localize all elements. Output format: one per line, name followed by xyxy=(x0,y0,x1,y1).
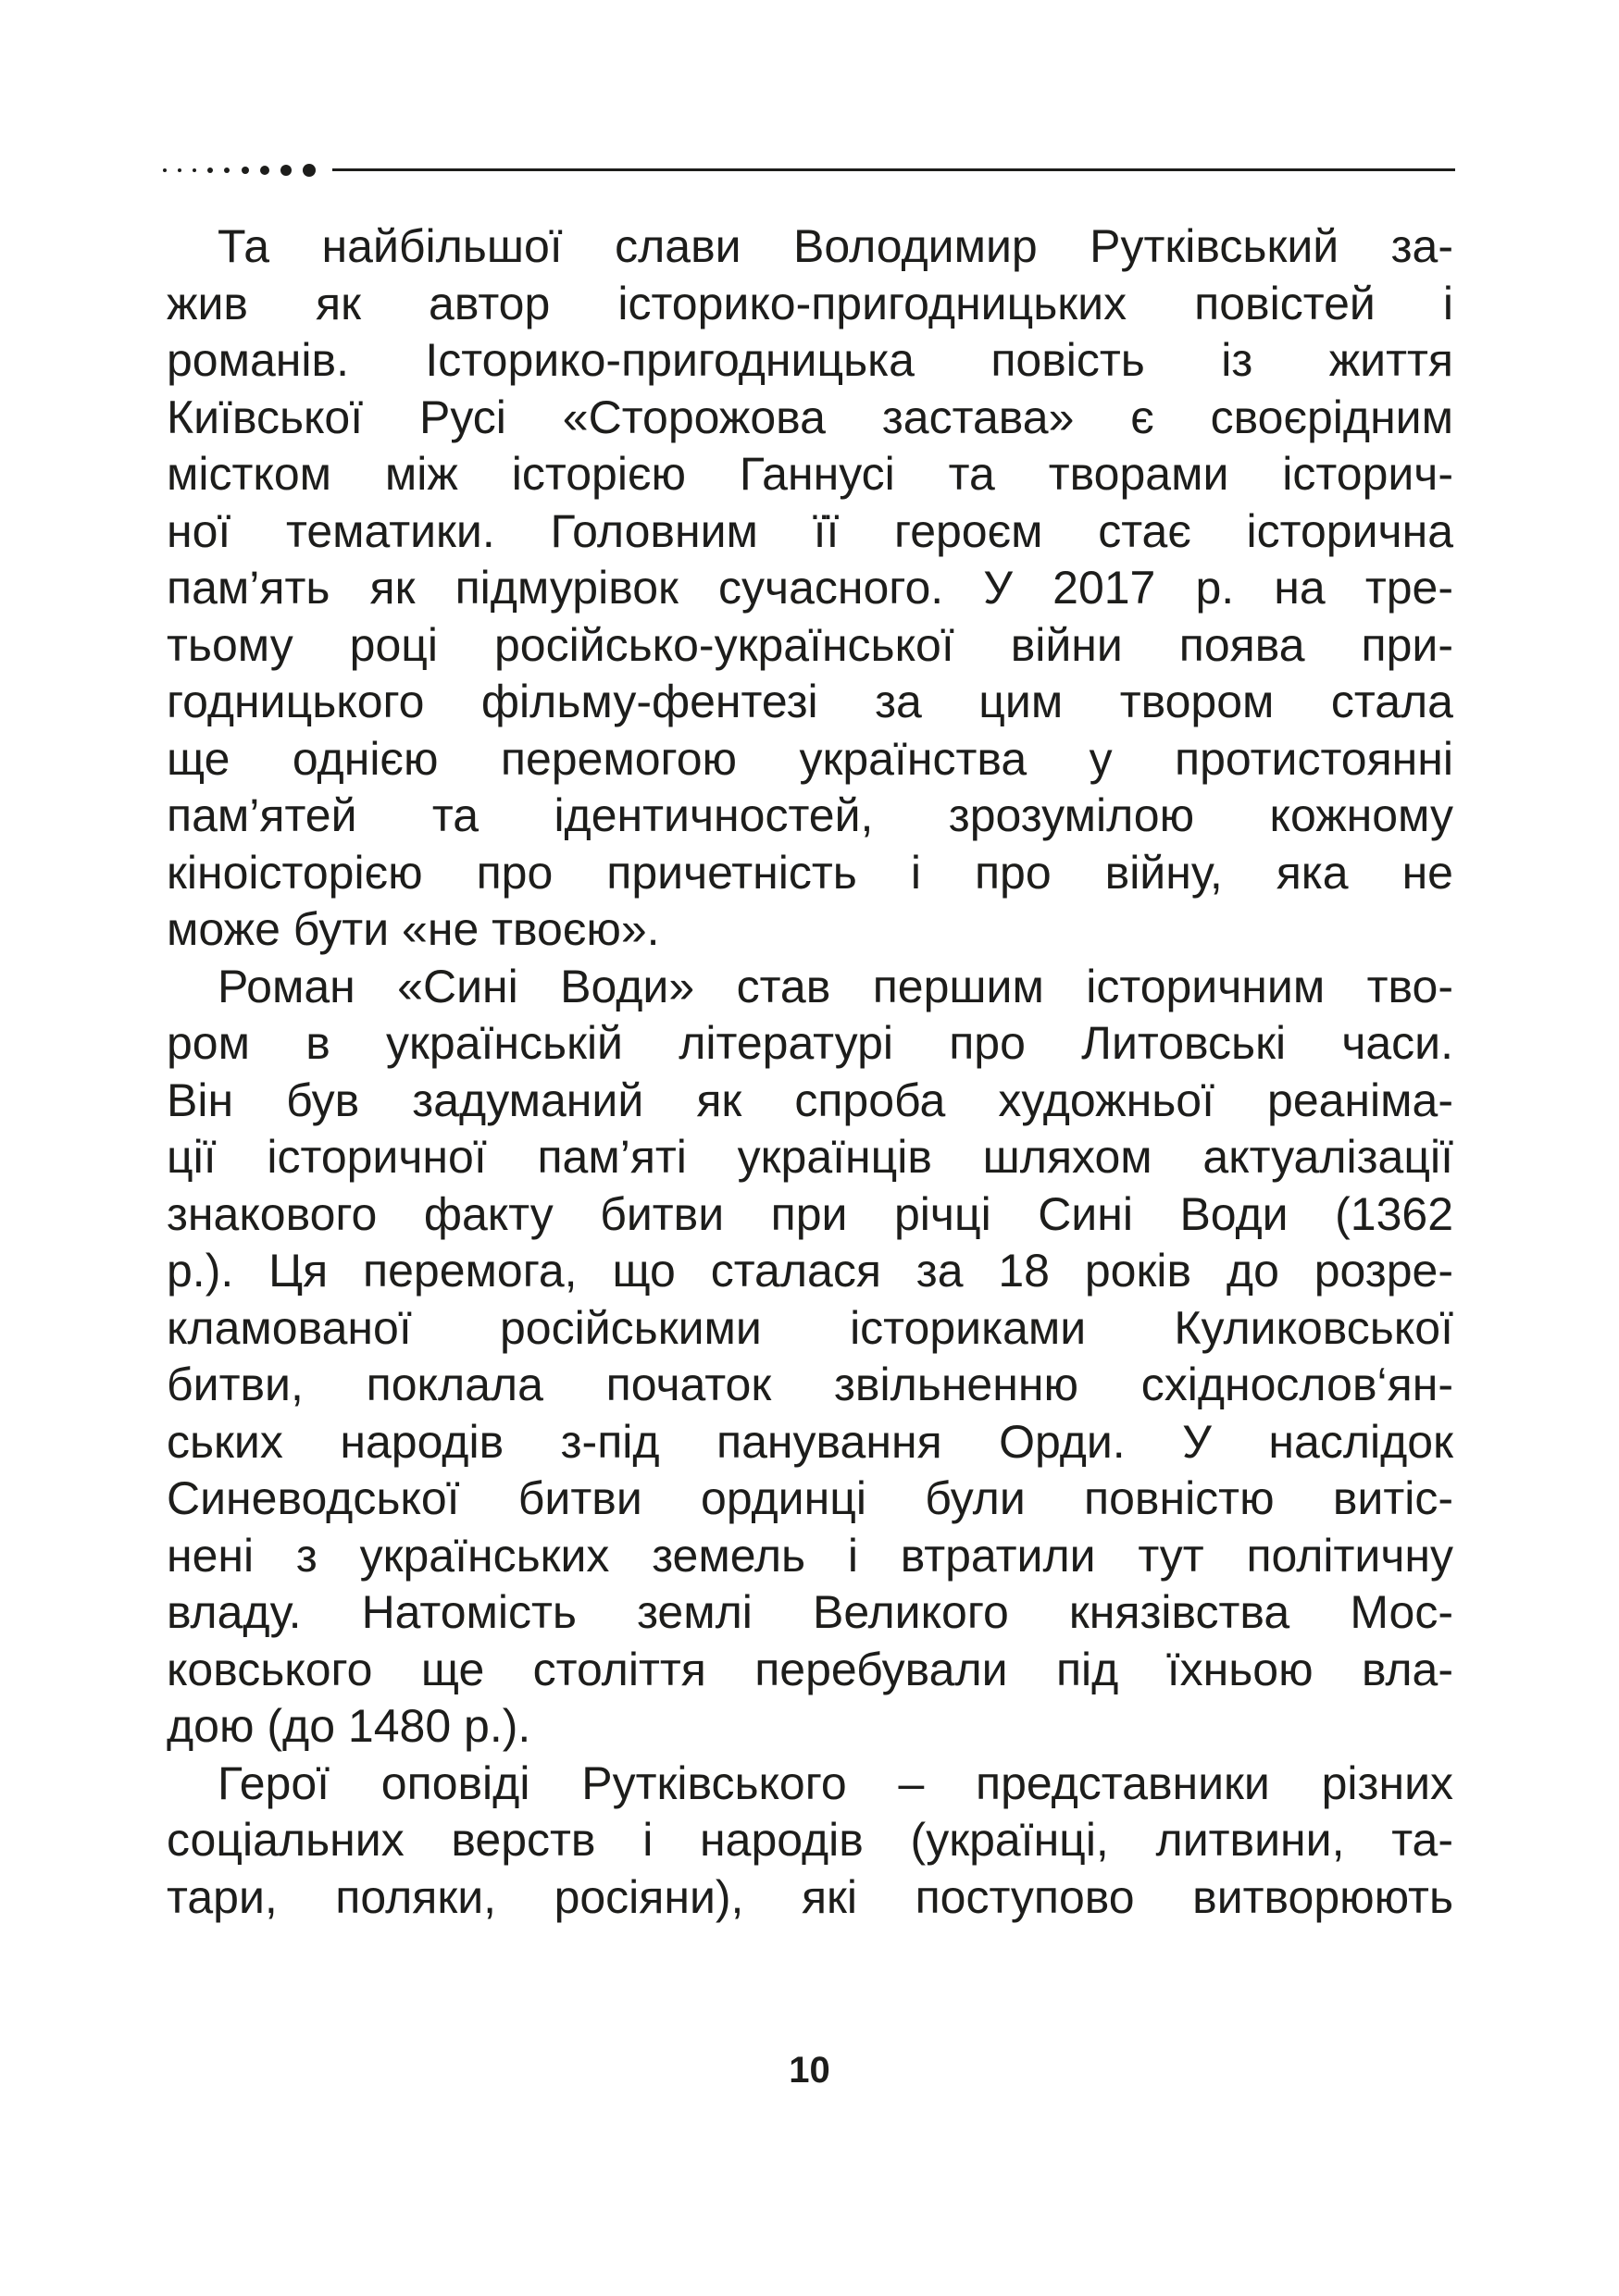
text-line: пам’ять як підмурівок сучасного. У 2017 р. на тре- xyxy=(167,562,1453,614)
text-line: Та найбільшої слави Володимир Рутківський за- xyxy=(218,220,1453,272)
text-line: Київської Русі «Сторожова застава» є своєрідним xyxy=(167,391,1453,443)
header-rule xyxy=(332,168,1455,171)
text-line: жив як автор історико-пригодницьких повістей і xyxy=(167,277,1453,329)
page-number: 10 xyxy=(789,2050,830,2091)
text-line: ковського ще століття перебували під їхньою вла- xyxy=(167,1643,1453,1695)
text-line: ських народів з-під панування Орди. У наслідок xyxy=(167,1415,1453,1468)
text-line: нені з українських земель і втратили тут політичну xyxy=(167,1529,1453,1582)
text-line: битви, поклала початок звільненню східнослов‘ян- xyxy=(167,1359,1453,1410)
paragraph xyxy=(167,218,1453,959)
paragraph xyxy=(167,959,1453,1756)
text-line: ції історичної пам’яті українців шляхом актуалізації xyxy=(167,1131,1453,1183)
text-line: р.). Ця перемога, що сталася за 18 років до розре- xyxy=(167,1245,1453,1297)
text-line: романів. Історико-пригодницька повість із життя xyxy=(167,334,1453,386)
text-line: тари, поляки, росіяни), які поступово витворюють xyxy=(167,1870,1453,1923)
header-ornament xyxy=(163,164,1455,177)
text-line: Герої оповіді Рутківського – представники різних xyxy=(218,1756,1453,1809)
body-text xyxy=(167,218,1453,1926)
text-line: може бути «не твоєю». xyxy=(167,903,660,955)
text-line: пам’ятей та ідентичностей, зрозумілою кожному xyxy=(167,789,1453,841)
text-line: містком між історією Ганнусі та творами історич- xyxy=(167,448,1453,500)
text-line: Він був задуманий як спроба художньої реаніма- xyxy=(167,1074,1453,1126)
text-line: Синеводської битви ординці були повністю витіс- xyxy=(167,1472,1453,1524)
text-line: кламованої російськими істориками Куликовської xyxy=(167,1301,1453,1354)
text-line: ної тематики. Головним її героєм стає історична xyxy=(167,504,1453,557)
text-line: ром в українській літературі про Литовські часи. xyxy=(167,1017,1453,1069)
text-line: дою (до 1480 р.). xyxy=(167,1700,531,1752)
paragraph xyxy=(167,1756,1453,1927)
text-line: годницького фільму-фентезі за цим твором стала xyxy=(167,676,1453,727)
text-line: ще однією перемогою українства у протистоянні xyxy=(167,732,1453,785)
dotted-ornament xyxy=(163,164,311,177)
text-line: тьому році російсько-української війни поява при- xyxy=(167,618,1453,671)
text-line: владу. Натомість землі Великого князівства Мос- xyxy=(167,1586,1453,1638)
text-line: Роман «Сині Води» став першим історичним тво- xyxy=(218,960,1453,1012)
text-line: кіноісторією про причетність і про війну, яка не xyxy=(167,846,1453,899)
text-line: соціальних верств і народів (українці, литвини, та- xyxy=(167,1814,1453,1866)
text-line: знакового факту битви при річці Сині Води (1362 xyxy=(167,1187,1453,1240)
